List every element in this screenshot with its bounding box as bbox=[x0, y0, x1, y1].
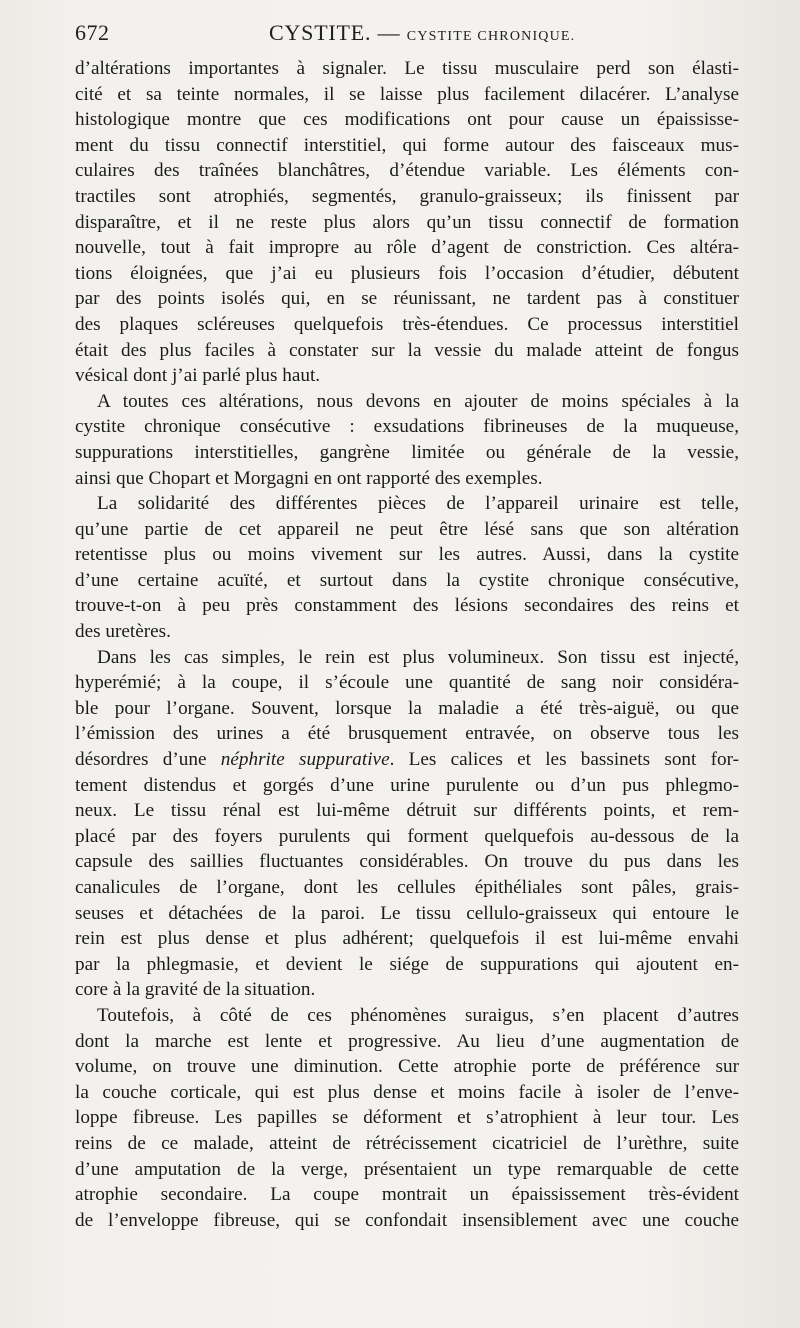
text-line bbox=[75, 849, 739, 875]
text-line-continuation: . Les calices et les bassinets sont for- bbox=[389, 749, 739, 771]
text-line-content: loppe fibreuse. Les papilles se déforment et s’atrophient à leur tour. Les bbox=[75, 1107, 739, 1129]
text-line-content: tement distendus et gorgés d’une urine purulente ou d’un pus phlegmo- bbox=[75, 774, 739, 796]
text-line-content: reins de ce malade, atteint de rétrécissement cicatriciel de l’urèthre, suite bbox=[75, 1132, 739, 1154]
text-line-content: d’altérations importantes à signaler. Le tissu musculaire perd son élasti- bbox=[75, 58, 739, 79]
text-line bbox=[75, 261, 739, 287]
text-line bbox=[75, 952, 739, 978]
text-line bbox=[75, 1105, 739, 1131]
text-line-content: vésical dont j’ai parlé plus haut. bbox=[75, 365, 321, 387]
text-line-content: désordres d’une bbox=[75, 749, 207, 771]
text-line-content: seuses et détachées de la paroi. Le tissu cellulo-graisseux qui entoure le bbox=[75, 902, 739, 924]
text-line-content: qu’une partie de cet appareil ne peut être lésé sans que son altération bbox=[75, 518, 739, 540]
text-line bbox=[75, 721, 739, 747]
text-line-content: histologique montre que ces modifications ont pour cause un épaississe- bbox=[75, 109, 739, 131]
text-line-content: dont la marche est lente et progressive. Au lieu d’une augmentation de bbox=[75, 1030, 739, 1052]
text-line bbox=[75, 1003, 739, 1029]
text-line-content: d’une certaine acuïté, et surtout dans la cystite chronique consécutive, bbox=[75, 569, 739, 591]
text-line bbox=[75, 798, 739, 824]
text-line bbox=[75, 1182, 739, 1208]
text-line-content: placé par des foyers purulents qui forment quelquefois au-dessous de la bbox=[75, 825, 739, 847]
text-line bbox=[75, 466, 739, 492]
text-line-content: cité et sa teinte normales, il se laisse plus facilement dilacérer. L’analyse bbox=[75, 83, 739, 105]
text-line-content: ainsi que Chopart et Morgagni en ont rapporté des exemples. bbox=[75, 467, 543, 489]
text-line bbox=[75, 414, 739, 440]
text-line-content: disparaître, et il ne reste plus alors qu’un tissu connectif de formation bbox=[75, 211, 739, 233]
text-line bbox=[75, 901, 739, 927]
running-title: CYSTITE. bbox=[269, 20, 372, 45]
text-line bbox=[75, 593, 739, 619]
text-line bbox=[75, 210, 739, 236]
body-text bbox=[75, 56, 739, 1233]
text-line-content: A toutes ces altérations, nous devons en ajouter de moins spéciales à la bbox=[97, 390, 739, 412]
text-line-content: tions éloignées, que j’ai eu plusieurs fois l’occasion d’étudier, débutent bbox=[75, 262, 739, 284]
text-line bbox=[75, 184, 739, 210]
text-line bbox=[75, 1029, 739, 1055]
italic-term: néphrite suppurative bbox=[220, 749, 390, 771]
text-line-content: des uretères. bbox=[75, 621, 171, 643]
text-line bbox=[75, 158, 739, 184]
text-line bbox=[75, 977, 739, 1003]
text-line bbox=[75, 542, 739, 568]
text-line bbox=[75, 1080, 739, 1106]
text-line-content: des plaques scléreuses quelquefois très-étendues. Ce processus interstitiel bbox=[75, 313, 739, 335]
text-line bbox=[75, 491, 739, 517]
text-line bbox=[75, 517, 739, 543]
text-line bbox=[75, 440, 739, 466]
text-line-content: d’une amputation de la verge, présentaient un type remarquable de cette bbox=[75, 1158, 739, 1180]
text-line bbox=[75, 82, 739, 108]
text-line bbox=[75, 389, 739, 415]
text-line bbox=[75, 235, 739, 261]
text-line bbox=[75, 747, 739, 773]
text-line bbox=[75, 645, 739, 671]
text-line bbox=[75, 312, 739, 338]
text-line-content: trouve-t-on à peu près constamment des lésions secondaires des reins et bbox=[75, 595, 739, 617]
text-line bbox=[75, 875, 739, 901]
text-line-content: neux. Le tissu rénal est lui-même détruit sur différents points, et rem- bbox=[75, 800, 739, 822]
text-line-content: par la phlegmasie, et devient le siége de suppurations qui ajoutent en- bbox=[75, 953, 739, 975]
text-line-content: culaires des traînées blanchâtres, d’étendue variable. Les éléments con- bbox=[75, 160, 739, 182]
text-line-content: canalicules de l’organe, dont les cellules épithéliales sont pâles, grais- bbox=[75, 877, 739, 898]
text-line-content: hyperémié; à la coupe, il s’écoule une quantité de sang noir considéra- bbox=[75, 672, 739, 694]
text-line-content: volume, on trouve une diminution. Cette atrophie porte de préférence sur bbox=[75, 1056, 739, 1078]
text-line-content: était des plus faciles à constater sur la vessie du malade atteint de fongus bbox=[75, 339, 739, 361]
text-line-content: l’émission des urines a été brusquement entravée, on observe tous les bbox=[75, 723, 739, 745]
text-line-content: cystite chronique consécutive : exsudations fibrineuses de la muqueuse, bbox=[75, 416, 739, 438]
text-line-content: tractiles sont atrophiés, segmentés, granulo-graisseux; ils finissent par bbox=[75, 185, 739, 207]
text-line bbox=[75, 286, 739, 312]
text-line bbox=[75, 670, 739, 696]
text-line-content: ment du tissu connectif interstitiel, qui forme autour des faisceaux mus- bbox=[75, 134, 739, 156]
page-header bbox=[75, 20, 739, 50]
text-line bbox=[75, 619, 739, 645]
text-line-content: de l’enveloppe fibreuse, qui se confondait insensiblement avec une couche bbox=[75, 1209, 739, 1231]
text-line bbox=[75, 363, 739, 389]
text-line-content: la couche corticale, qui est plus dense et moins facile à isoler de l’enve- bbox=[75, 1081, 739, 1103]
text-line-content: par des points isolés qui, en se réunissant, ne tardent pas à constituer bbox=[75, 288, 739, 310]
text-line-content: core à la gravité de la situation. bbox=[75, 979, 316, 1001]
text-line bbox=[75, 1054, 739, 1080]
text-line bbox=[75, 338, 739, 364]
text-line-content: La solidarité des différentes pièces de l’appareil urinaire est telle, bbox=[97, 493, 739, 515]
text-line-content: capsule des saillies fluctuantes considérables. On trouve du pus dans les bbox=[75, 851, 739, 873]
text-line bbox=[75, 1157, 739, 1183]
text-line bbox=[75, 1208, 739, 1234]
text-line-content: ble pour l’organe. Souvent, lorsque la maladie a été très-aiguë, ou que bbox=[75, 697, 739, 719]
text-line bbox=[75, 824, 739, 850]
text-line bbox=[75, 926, 739, 952]
text-line bbox=[75, 568, 739, 594]
text-line-content: retentisse plus ou moins vivement sur les autres. Aussi, dans la cystite bbox=[75, 544, 739, 566]
text-line-content: atrophie secondaire. La coupe montrait un épaississement très-évident bbox=[75, 1184, 739, 1206]
text-line bbox=[75, 107, 739, 133]
text-line-content: suppurations interstitielles, gangrène limitée ou générale de la vessie, bbox=[75, 441, 739, 463]
text-line-content: nouvelle, tout à fait impropre au rôle d’agent de constriction. Ces altéra- bbox=[75, 237, 739, 259]
text-line bbox=[75, 1131, 739, 1157]
text-line-content: Dans les cas simples, le rein est plus volumineux. Son tissu est injecté, bbox=[97, 646, 739, 668]
text-line bbox=[75, 773, 739, 799]
text-line-content: rein est plus dense et plus adhérent; quelquefois il est lui-même envahi bbox=[75, 928, 739, 950]
text-line bbox=[75, 56, 739, 82]
running-subtitle: CYSTITE CHRONIQUE. bbox=[406, 29, 576, 44]
text-line bbox=[75, 696, 739, 722]
header-separator: — bbox=[377, 20, 401, 45]
text-line bbox=[75, 133, 739, 159]
running-head bbox=[269, 20, 575, 46]
page-number: 672 bbox=[75, 20, 110, 45]
text-line-content: Toutefois, à côté de ces phénomènes suraigus, s’en placent d’autres bbox=[97, 1004, 739, 1026]
